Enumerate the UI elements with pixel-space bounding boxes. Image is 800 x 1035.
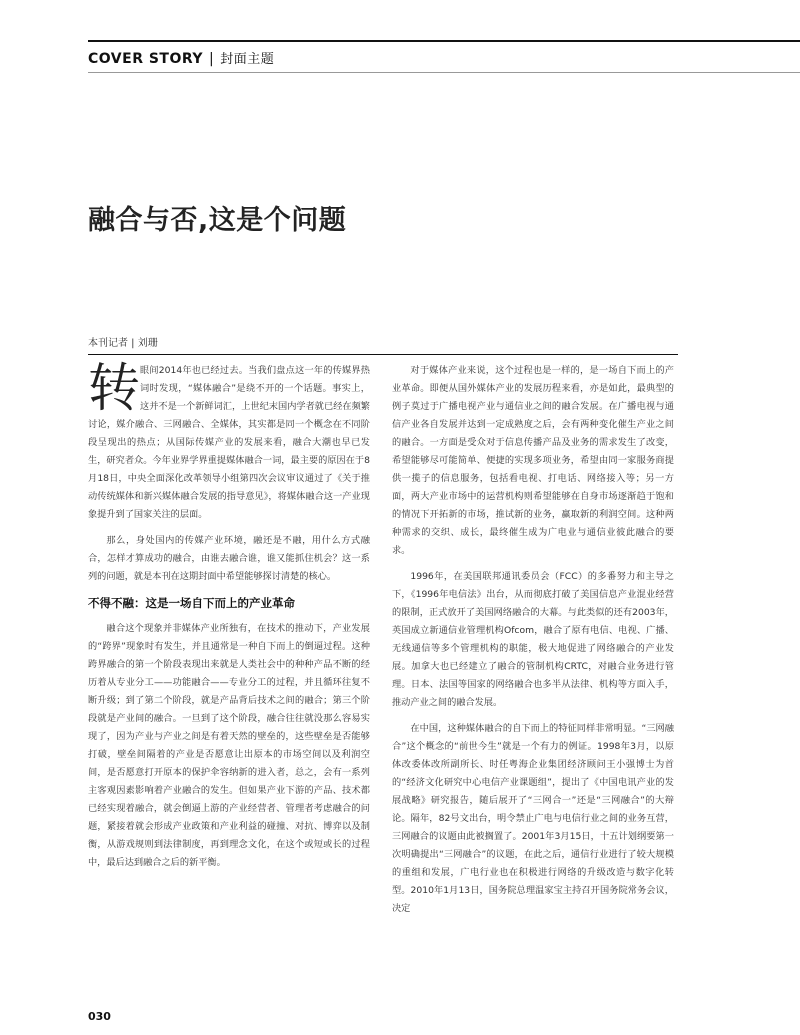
section-label-en: COVER STORY [88, 51, 204, 67]
article-column-right [392, 362, 674, 918]
paragraph: 在中国，这种媒体融合的自下而上的特征同样非常明显。“三网融合”这个概念的“前世今生”就是一个有力的例证。1998年3月，以原体改委体改所副所长、时任粤海企业集团经济顾问王小强博士为首的“经济文化研究中心电信产业课题组”，提出了《中国电讯产业的发展战略》研究报告，随后展开了“三网合一”还是“三网融合”的大辩论。隔年，82号文出台，明令禁止广电与电信行业之间的业务互营，三网融合的议题由此被搁置了。2001年3月15日，十五计划纲要第一次明确提出“三网融合”的议题，在此之后，通信行业进行了较大规模的重组和发展，广电行业也在积极进行网络的升级改造与数字化转型。2010年1月13日，国务院总理温家宝主持召开国务院常务会议，决定 [392, 723, 674, 914]
section-header [88, 48, 274, 67]
paragraph: 对于媒体产业来说，这个过程也是一样的，是一场自下而上的产业革命。即便从国外媒体产业的发展历程来看，亦是如此，最典型的例子莫过于广播电视产业与通信业之间的融合发展。在广播电视与通信产业各自发展并达到一定成熟度之后，会有两种变化催生产业之间的融合。一方面是受众对于信息传播产品及业务的需求发生了改变，希望能够尽可能简单、便捷的实现多项业务，希望由同一家服务商提供一揽子的信息服务，包括看电视、打电话、网络接入等；另一方面，两大产业市场中的运营机构则希望能够在自身市场逐渐趋于饱和的情况下开拓新的市场，推试新的业务，赢取新的利润空间。这种两种需求的交织、成长，最终催生成为广电业与通信业彼此融合的要求。 [392, 365, 674, 556]
article-column-left [88, 359, 370, 872]
paragraph-text: 眼间2014年也已经过去。当我们盘点这一年的传媒界热词时发现，“媒体融合”是绕不开的一个话题。事实上，这并不是一个新鲜词汇，上世纪末国内学者就已经在频繁讨论，媒介融合、三网融合、全媒体，其实都是同一个概念在不同阶段呈现出的热点；从国际传媒产业的发展来看，融合大潮也早已发生，研究者众。今年业界学界重提媒体融合一词，最主要的原因在于8月18日，中央全面深化改革领导小组第四次会议审议通过了《关于推动传统媒体和新兴媒体融合发展的指导意见》，将媒体融合这一产业现象提升到了国家关注的层面。 [88, 365, 370, 520]
section-label-cn: 封面主题 [220, 52, 275, 67]
paragraph [88, 359, 370, 524]
section-subheading: 不得不融：这是一场自下而上的产业革命 [88, 596, 295, 610]
byline-rule [88, 354, 678, 355]
page-number: 030 [88, 1010, 111, 1023]
article-title: 融合与否,这是个问题 [88, 205, 347, 236]
section-separator: | [209, 51, 215, 67]
header-top-rule [88, 40, 800, 42]
article-byline: 本刊记者 | 刘珊 [88, 338, 158, 349]
paragraph: 1996年，在美国联邦通讯委员会（FCC）的多番努力和主导之下，《1996年电信法》出台，从而彻底打破了美国信息产业混业经营的限制，正式放开了美国网络融合的大幕。与此类似的还有2003年，英国成立新通信业管理机构Ofcom，融合了原有电信、电视、广播、无线通信等多个管理机构的职能，极大地促进了网络融合的产业发展。加拿大也已经建立了融合的管制机构CRTC，对融合业务进行管理。日本、法国等国家的网络融合也多半从法律、机构等方面入手，推动产业之间的融合发展。 [392, 571, 674, 708]
paragraph: 融合这个现象并非媒体产业所独有，在技术的推动下，产业发展的“跨界”现象时有发生，并且通常是一种自下而上的倒逼过程。这种跨界融合的第一个阶段表现出来就是人类社会中的种种产品不断的经历着从专业分工——功能融合——专业分工的过程，并且循环往复不断升级；到了第二个阶段，就是产品背后技术之间的融合；第三个阶段就是产业间的融合。一旦到了这个阶段，融合往往就没那么容易实现了，因为产业与产业之间是有着天然的壁垒的，这些壁垒是否能够打破，壁垒间隔着的产业是否愿意让出原本的市场空间以及利润空间，是否愿意打开原本的保护伞容纳新的进入者，总之，会有一系列主客观因素影响着产业融合的发生。但如果产业下游的产品、技术都已经实现着融合，就会倒逼上游的产业经营者、管理者考虑融合的问题，紧接着就会形成产业政策和产业利益的碰撞、对抗、博弈以及制衡，从游戏规则到法律制度，再到理念文化，在这个或短或长的过程中，最后达到融合之后的新平衡。 [88, 623, 370, 868]
drop-cap: 转 [88, 359, 141, 419]
header-bottom-rule [88, 72, 800, 73]
paragraph: 那么，身处国内的传媒产业环境，融还是不融，用什么方式融合，怎样才算成功的融合，由谁去融合谁，谁又能抓住机会？这一系列的问题，就是本刊在这期封面中希望能够探讨清楚的核心。 [88, 535, 370, 582]
